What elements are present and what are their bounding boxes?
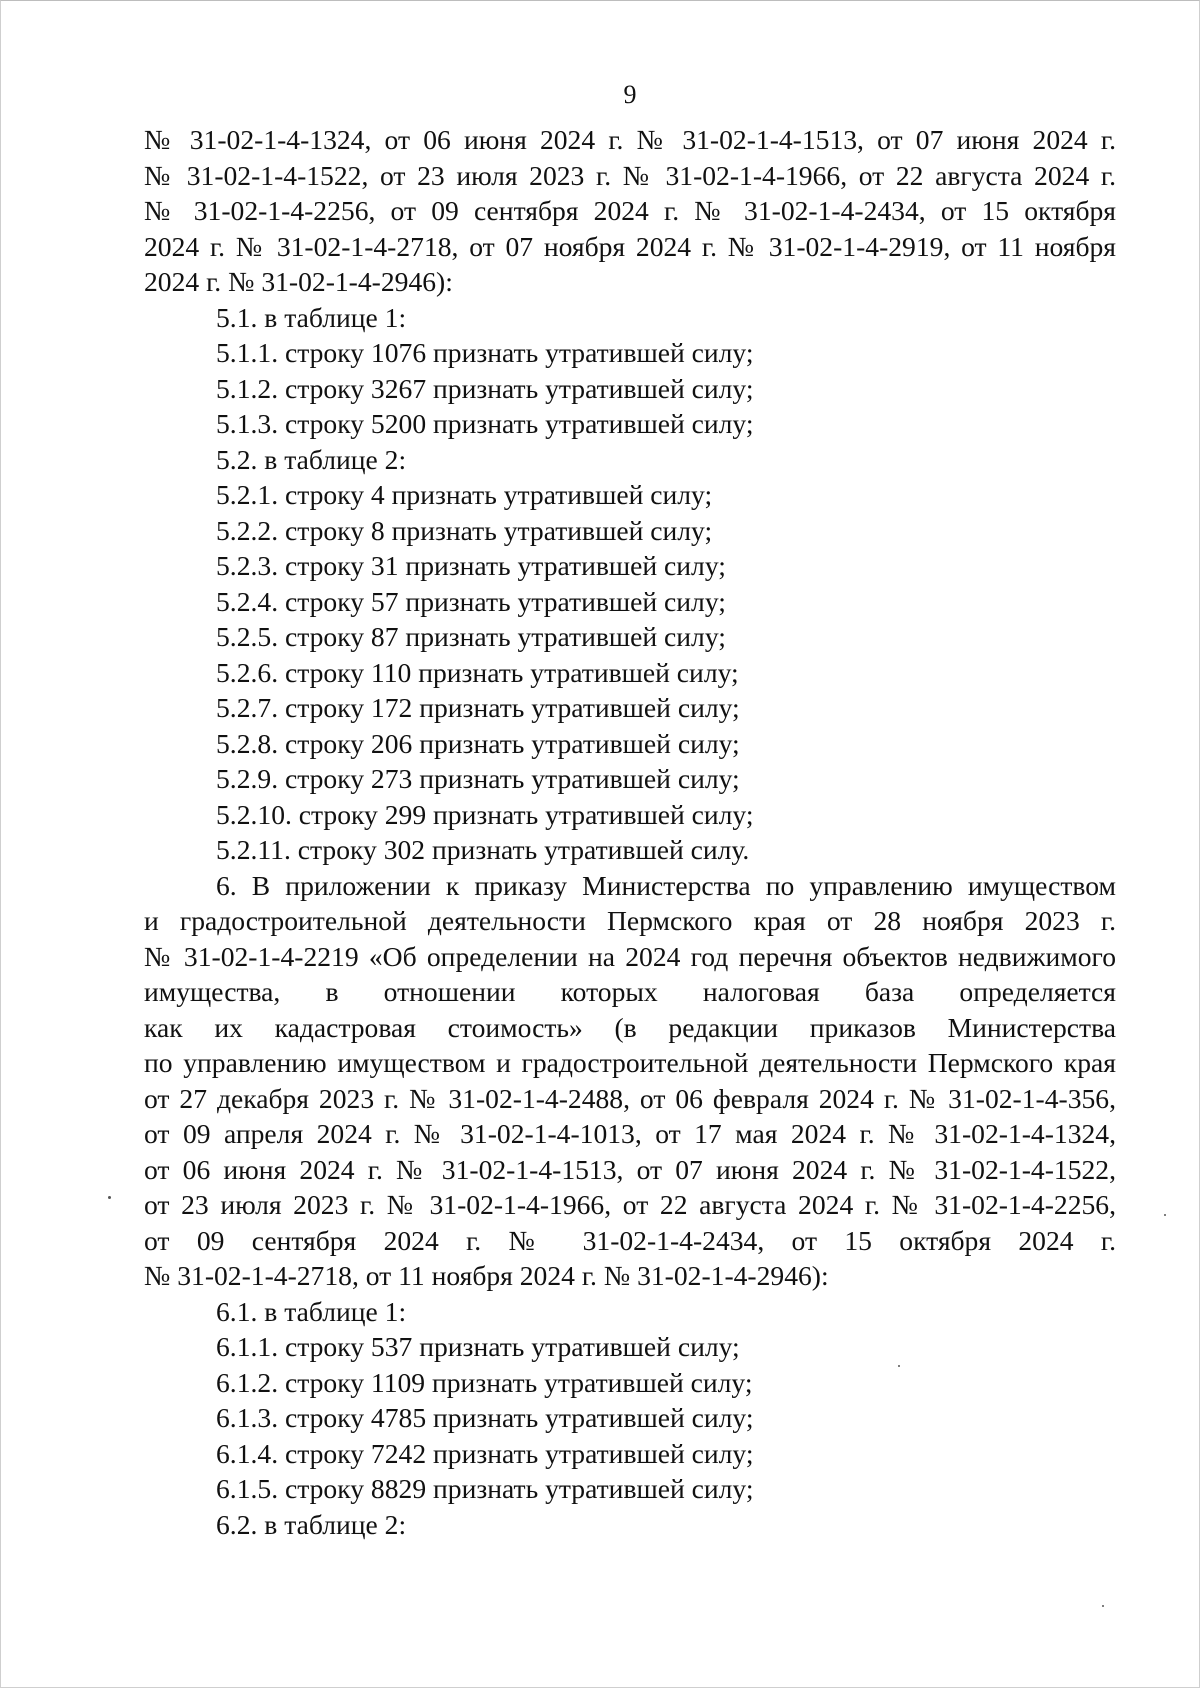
list-item: 5.2. в таблице 2:	[216, 443, 407, 475]
text-line: 6. В приложении к приказу Министерства по управлению имуществом	[216, 869, 1116, 901]
text-line: № 31-02-1-4-2256, от 09 сентября 2024 г. № 31-02-1-4-2434, от 15 октября	[144, 195, 1116, 226]
document-body	[144, 122, 1116, 1542]
scan-speck	[1102, 1605, 1104, 1607]
list-item: 5.2.4. строку 57 признать утратившей силу;	[216, 585, 726, 617]
text-line: от 09 сентября 2024 г. № 31-02-1-4-2434, от 15 октября 2024 г.	[144, 1224, 1116, 1256]
list-item: 6.1.4. строку 7242 признать утратившей силу;	[216, 1437, 754, 1469]
list-item: 6.1.5. строку 8829 признать утратившей силу;	[216, 1473, 754, 1504]
text-line: от 06 июня 2024 г. № 31-02-1-4-1513, от 07 июня 2024 г. № 31-02-1-4-1522,	[144, 1153, 1116, 1185]
list-item: 5.2.2. строку 8 признать утратившей силу;	[216, 514, 713, 546]
text-line: имущества, в отношении которых налоговая база определяется	[144, 976, 1116, 1007]
list-item: 5.1.3. строку 5200 признать утратившей силу;	[216, 408, 754, 439]
paragraph-6	[144, 868, 1116, 1294]
list-item: 5.2.3. строку 31 признать утратившей силу;	[216, 550, 726, 581]
text-line: как их кадастровая стоимость» (в редакции приказов Министерства	[144, 1011, 1116, 1043]
list-item: 6.1.3. строку 4785 признать утратившей силу;	[216, 1402, 754, 1433]
list-item: 5.2.7. строку 172 признать утратившей силу;	[216, 692, 740, 723]
list-section-6	[144, 1294, 1116, 1543]
list-item: 6.1.2. строку 1109 признать утратившей силу;	[216, 1366, 753, 1398]
text-line: 2024 г. № 31-02-1-4-2718, от 07 ноября 2024 г. № 31-02-1-4-2919, от 11 ноября	[144, 230, 1116, 262]
list-item: 5.2.11. строку 302 признать утратившей силу.	[216, 834, 750, 865]
list-item: 5.2.6. строку 110 признать утратившей силу;	[216, 656, 739, 688]
text-line: от 23 июля 2023 г. № 31-02-1-4-1966, от 22 августа 2024 г. № 31-02-1-4-2256,	[144, 1189, 1116, 1220]
list-item: 6.1. в таблице 1:	[216, 1295, 407, 1327]
text-line: по управлению имуществом и градостроительной деятельности Пермского края	[144, 1047, 1116, 1078]
list-item: 5.2.1. строку 4 признать утратившей силу;	[216, 479, 713, 510]
list-item: 5.2.5. строку 87 признать утратившей силу;	[216, 621, 726, 652]
scan-speck	[1164, 1214, 1166, 1216]
list-item: 5.2.10. строку 299 признать утратившей силу;	[216, 798, 754, 830]
text-line: 2024 г. № 31-02-1-4-2946):	[144, 266, 453, 297]
list-item: 6.1.1. строку 537 признать утратившей силу;	[216, 1331, 740, 1362]
list-item: 5.1.2. строку 3267 признать утратившей силу;	[216, 372, 754, 404]
paragraph-5-continuation	[144, 122, 1116, 300]
scan-speck	[108, 1196, 111, 1199]
list-section-5	[144, 300, 1116, 868]
list-item: 6.2. в таблице 2:	[216, 1508, 407, 1540]
list-item: 5.1.1. строку 1076 признать утратившей силу;	[216, 337, 754, 368]
text-line: № 31-02-1-4-1324, от 06 июня 2024 г. № 31-02-1-4-1513, от 07 июня 2024 г.	[144, 124, 1116, 155]
list-item: 5.1. в таблице 1:	[216, 301, 407, 333]
text-line: № 31-02-1-4-2718, от 11 ноября 2024 г. № 31-02-1-4-2946):	[144, 1260, 829, 1291]
text-line: № 31-02-1-4-1522, от 23 июля 2023 г. № 31-02-1-4-1966, от 22 августа 2024 г.	[144, 159, 1116, 191]
text-line: № 31-02-1-4-2219 «Об определении на 2024 год перечня объектов недвижимого	[144, 940, 1116, 972]
text-line: от 27 декабря 2023 г. № 31-02-1-4-2488, от 06 февраля 2024 г. № 31-02-1-4-356,	[144, 1082, 1116, 1114]
text-line: от 09 апреля 2024 г. № 31-02-1-4-1013, от 17 мая 2024 г. № 31-02-1-4-1324,	[144, 1118, 1116, 1149]
list-item: 5.2.9. строку 273 признать утратившей силу;	[216, 763, 740, 794]
page-number: 9	[623, 80, 637, 109]
list-item: 5.2.8. строку 206 признать утратившей силу;	[216, 727, 740, 759]
scan-speck	[898, 1365, 900, 1367]
text-line: и градостроительной деятельности Пермского края от 28 ноября 2023 г.	[144, 905, 1116, 936]
